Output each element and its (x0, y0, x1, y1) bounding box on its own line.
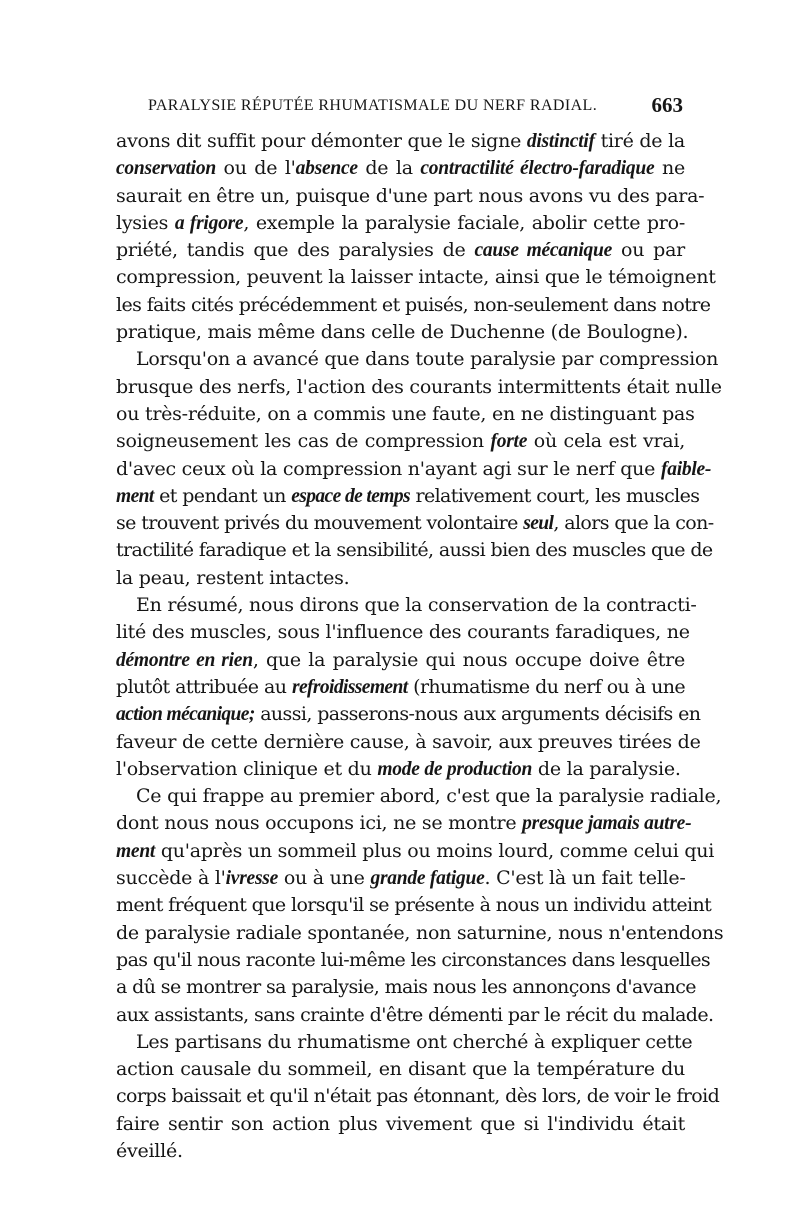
text-segment: de la paralysie. (532, 757, 681, 780)
text-line (116, 264, 716, 291)
text-line (116, 237, 685, 264)
text-segment: action causale du sommeil, en disant que la température du (116, 1058, 685, 1081)
italic-emphasis: conservation (116, 158, 216, 180)
text-line (116, 1083, 720, 1110)
text-line (116, 892, 712, 919)
text-segment: où cela est vrai, (527, 430, 685, 453)
text-segment: Les partisans du rhumatisme ont cherché à expliquer cette (136, 1030, 693, 1053)
text-segment: dont nous nous occupons ici, ne se montre (116, 812, 523, 835)
text-line (116, 456, 712, 483)
text-line (116, 374, 722, 401)
text-segment: plutôt attribuée au (116, 675, 292, 698)
text-line (116, 647, 685, 674)
text-segment: , que la paralysie qui nous occupe doive être (252, 648, 685, 671)
text-line (116, 838, 715, 865)
text-segment: relativement court, les muscles (410, 484, 700, 507)
running-head-title: PARALYSIE RÉPUTÉE RHUMATISMALE DU NERF RADIAL. (148, 97, 598, 114)
text-segment: ment fréquent que lorsqu'il se présente à nous un individu atteint (116, 894, 712, 917)
text-segment: les faits cités précédemment et puisés, non-seulement dans notre (116, 293, 711, 316)
italic-emphasis: absence (295, 158, 358, 180)
text-line (116, 292, 711, 319)
text-line (116, 128, 685, 155)
text-line (116, 810, 692, 837)
text-line (116, 401, 695, 428)
italic-emphasis: ment (116, 840, 156, 862)
text-line (116, 865, 685, 892)
text-segment: En résumé, nous dirons que la conservation de la contracti- (136, 594, 697, 617)
text-line (116, 1056, 685, 1083)
italic-emphasis: action mécanique; (116, 704, 255, 726)
text-segment: ou à une (278, 867, 371, 890)
text-segment: brusque des nerfs, l'action des courants intermittents était nulle (116, 375, 722, 398)
italic-emphasis: ivresse (225, 868, 279, 890)
text-segment: de la (357, 157, 421, 180)
text-line (116, 920, 724, 947)
text-segment: pas qu'il nous raconte lui-même les circonstances dans lesquelles (116, 948, 711, 971)
text-segment: éveillé. (116, 1139, 183, 1162)
italic-emphasis: cause mécanique (474, 240, 613, 262)
text-line (116, 974, 696, 1001)
running-head (116, 93, 683, 127)
italic-emphasis: démontre en rien (116, 649, 253, 671)
italic-emphasis: ment (116, 485, 154, 507)
italic-emphasis: seul (523, 513, 554, 535)
text-segment: ou très-réduite, on a commis une faute, en ne distinguant pas (116, 402, 695, 425)
text-line (116, 537, 713, 564)
text-line (116, 565, 685, 592)
italic-emphasis: distinctif (526, 131, 595, 152)
text-segment: saurait en être un, puisque d'une part nous avons vu des para- (116, 184, 705, 207)
text-segment: d'avec ceux où la compression n'ayant agi sur le nerf que (116, 457, 661, 480)
text-segment: se trouvent privés du mouvement volontaire (116, 512, 524, 535)
text-segment: qu'après un sommeil plus ou moins lourd, comme celui qui (155, 839, 715, 862)
text-segment: aussi, passerons-nous aux arguments décisifs en (254, 703, 701, 726)
italic-emphasis: forte (490, 431, 528, 453)
text-segment: a dû se montrer sa paralysie, mais nous les annonçons d'avance (116, 976, 696, 999)
text-segment: Lorsqu'on a avancé que dans toute paralysie par compression (136, 348, 719, 371)
text-line (116, 947, 711, 974)
text-segment: , alors que la con- (553, 512, 714, 535)
text-segment: , exemple la paralysie faciale, abolir cette pro- (243, 211, 685, 234)
text-segment: avons dit suffit pour démonter que le signe (116, 130, 527, 152)
text-line (116, 1111, 685, 1138)
text-segment: succède à l' (116, 867, 226, 890)
text-segment: tractilité faradique et la sensibilité, aussi bien des muscles que de (116, 539, 713, 562)
text-line (116, 756, 685, 783)
text-segment: Ce qui frappe au premier abord, c'est que la paralysie radiale, (136, 785, 722, 808)
text-line (116, 210, 685, 237)
text-segment: et pendant un (153, 484, 292, 507)
text-line (116, 1138, 685, 1165)
italic-emphasis: refroidissement (291, 676, 408, 698)
text-segment: priété, tandis que des paralysies de (116, 239, 475, 262)
text-segment: faire sentir son action plus vivement que si l'individu était (116, 1112, 685, 1135)
text-line (116, 701, 701, 728)
text-segment: de paralysie radiale spontanée, non saturnine, nous n'entendons (116, 921, 724, 944)
text-segment: ou par (612, 239, 686, 262)
text-line (116, 783, 722, 810)
text-line (116, 619, 690, 646)
page-number: 663 (651, 93, 683, 117)
text-segment: l'observation clinique et du (116, 757, 378, 780)
text-line (116, 428, 685, 455)
text-line (116, 346, 719, 373)
body-text (116, 128, 724, 1165)
text-segment: compression, peuvent la laisser intacte, ainsi que le témoignent (116, 266, 716, 289)
text-line (116, 183, 705, 210)
italic-emphasis: contractilité électro-faradique (420, 158, 655, 180)
text-segment: ou de l' (215, 157, 296, 180)
italic-emphasis: grande fatigue (370, 868, 485, 890)
text-segment: pratique, mais même dans celle de Duchenne (de Boulogne). (116, 321, 689, 344)
text-line (116, 319, 689, 346)
text-line (116, 155, 685, 182)
text-line (116, 674, 685, 701)
text-line (116, 1002, 714, 1029)
text-segment: tiré de la (594, 130, 685, 152)
italic-emphasis: mode de production (377, 758, 533, 780)
text-segment: aux assistants, sans crainte d'être démenti par le récit du malade. (116, 1003, 714, 1026)
text-line (116, 729, 701, 756)
text-segment: . C'est là un fait telle- (484, 867, 686, 890)
text-segment: corps baissait et qu'il n'était pas étonnant, dès lors, de voir le froid (116, 1085, 720, 1108)
text-segment: (rhumatisme du nerf ou à une (407, 675, 686, 698)
text-segment: soigneusement les cas de compression (116, 430, 491, 453)
text-line (116, 592, 697, 619)
text-segment: la peau, restent intactes. (116, 566, 350, 589)
text-line (116, 510, 714, 537)
text-segment: lysies (116, 211, 175, 234)
italic-emphasis: presque jamais autre- (522, 813, 692, 835)
italic-emphasis: a frigore (174, 212, 244, 234)
text-segment: lité des muscles, sous l'influence des courants faradiques, ne (116, 621, 690, 644)
italic-emphasis: faible- (660, 458, 712, 480)
text-line (116, 1029, 693, 1056)
text-segment: faveur de cette dernière cause, à savoir, aux preuves tirées de (116, 730, 701, 753)
text-line (116, 483, 700, 510)
italic-emphasis: espace de temps (291, 485, 411, 507)
text-segment: ne (654, 157, 685, 180)
